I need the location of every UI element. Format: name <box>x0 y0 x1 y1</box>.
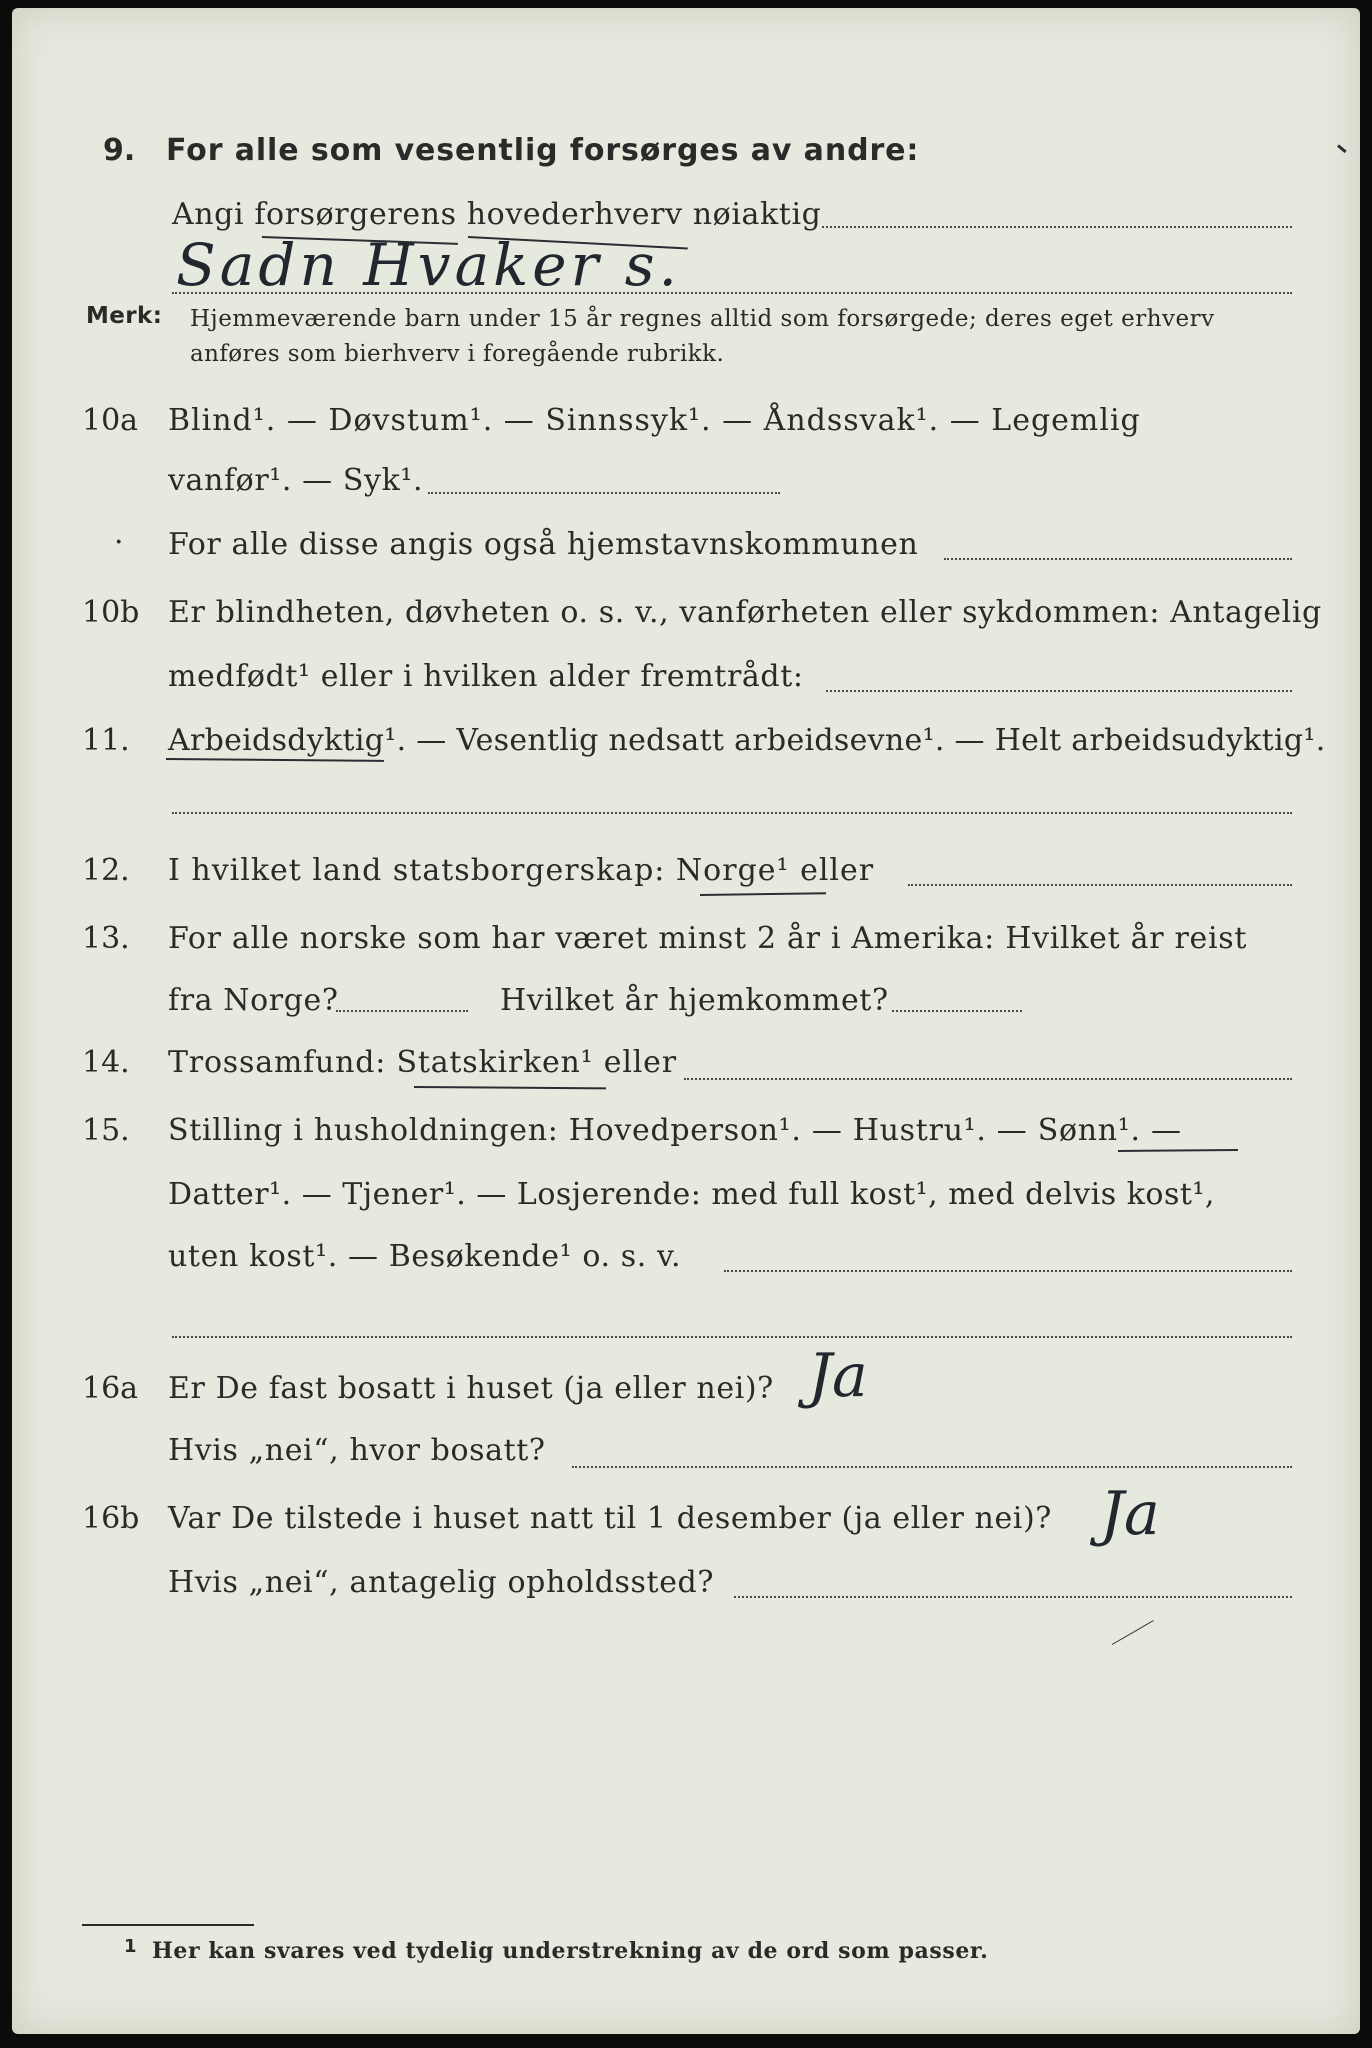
q13-line1: For alle norske som har været minst 2 år i Amerika: Hvilket år reist <box>168 921 1248 956</box>
q14-line1: Trossamfund: Statskirken¹ eller <box>168 1045 677 1080</box>
q15-line1: Stilling i husholdningen: Hovedperson¹. — Hustru¹. — Sønn¹. — <box>168 1113 1182 1148</box>
q11-answer-line <box>172 812 1292 814</box>
merk-label: Merk: <box>86 303 163 329</box>
merk-line2: anføres som bierhverv i foregående rubrikk. <box>190 341 725 367</box>
q14-answer-line <box>684 1078 1292 1080</box>
q10a-answer-line-1 <box>428 492 780 494</box>
q10b-line1: Er blindheten, døvheten o. s. v., vanførheten eller sykdommen: Antagelig <box>168 595 1322 630</box>
q10a-line2: vanfør¹. — Syk¹. <box>168 463 424 498</box>
q16b-handwritten-answer: Ja <box>1100 1479 1160 1549</box>
footnote-separator <box>82 1924 254 1926</box>
question-number-16b: 16b <box>82 1501 140 1536</box>
q16a-line1: Er De fast bosatt i huset (ja eller nei)? <box>168 1371 774 1406</box>
question-number-10a: 10a <box>82 403 139 438</box>
q13-line2b: Hvilket år hjemkommet? <box>500 983 889 1018</box>
question-number-11: 11. <box>82 723 130 758</box>
footnote-text: Her kan svares ved tydelig understrekning av de ord som passer. <box>152 1938 989 1964</box>
q12-answer-line <box>908 884 1292 886</box>
q10b-line2: medfødt¹ eller i hvilken alder fremtrådt: <box>168 659 804 694</box>
q13-hjemkommet-answer-line <box>892 1010 1022 1012</box>
q9-answer-line-1 <box>822 226 1292 228</box>
footnote-mark: 1 <box>124 1936 137 1957</box>
q12-line1: I hvilket land statsborgerskap: Norge¹ eller <box>168 853 875 888</box>
q15-answer-line-2 <box>172 1336 1292 1338</box>
q10a-answer-line-2 <box>944 558 1292 560</box>
q16b-line2: Hvis „nei“, antagelig opholdssted? <box>168 1565 715 1600</box>
q15-answer-line-1 <box>724 1270 1292 1272</box>
q9-line1: For alle som vesentlig forsørges av andre: <box>166 133 920 168</box>
question-number-14: 14. <box>82 1045 130 1080</box>
q16a-handwritten-answer: Ja <box>808 1341 868 1411</box>
q9-handwritten-answer: Sadn Hvaker s. <box>176 231 681 299</box>
q15-line3: uten kost¹. — Besøkende¹ o. s. v. <box>168 1239 682 1274</box>
q13-line2a: fra Norge? <box>168 983 339 1018</box>
question-number-9: 9. <box>103 133 136 168</box>
q16b-line1: Var De tilstede i huset natt til 1 desember (ja eller nei)? <box>168 1501 1052 1536</box>
question-number-12: 12. <box>82 853 130 888</box>
q16a-answer-line <box>572 1466 1292 1468</box>
q10b-answer-line <box>826 690 1292 692</box>
q9-line2: Angi forsørgerens hovederhverv nøiaktig <box>172 197 822 232</box>
question-number-13: 13. <box>82 921 130 956</box>
question-number-15: 15. <box>82 1113 130 1148</box>
q11-line1: Arbeidsdyktig¹. — Vesentlig nedsatt arbeidsevne¹. — Helt arbeidsudyktig¹. <box>168 723 1326 758</box>
question-number-16a: 16a <box>82 1371 139 1406</box>
merk-line1: Hjemmeværende barn under 15 år regnes alltid som forsørgede; deres eget erhverv <box>190 306 1215 332</box>
q10a-bullet: · <box>114 525 125 560</box>
question-number-10b: 10b <box>82 595 140 630</box>
q13-reist-answer-line <box>336 1010 468 1012</box>
q10a-line3: For alle disse angis også hjemstavnskommunen <box>168 527 919 562</box>
q9-answer-line-2 <box>172 292 1292 294</box>
q16a-line2: Hvis „nei“, hvor bosatt? <box>168 1433 546 1468</box>
q10a-line1: Blind¹. — Døvstum¹. — Sinnssyk¹. — Åndssvak¹. — Legemlig <box>168 403 1141 438</box>
q15-line2: Datter¹. — Tjener¹. — Losjerende: med full kost¹, med delvis kost¹, <box>168 1177 1215 1212</box>
q16b-answer-line <box>734 1596 1292 1598</box>
